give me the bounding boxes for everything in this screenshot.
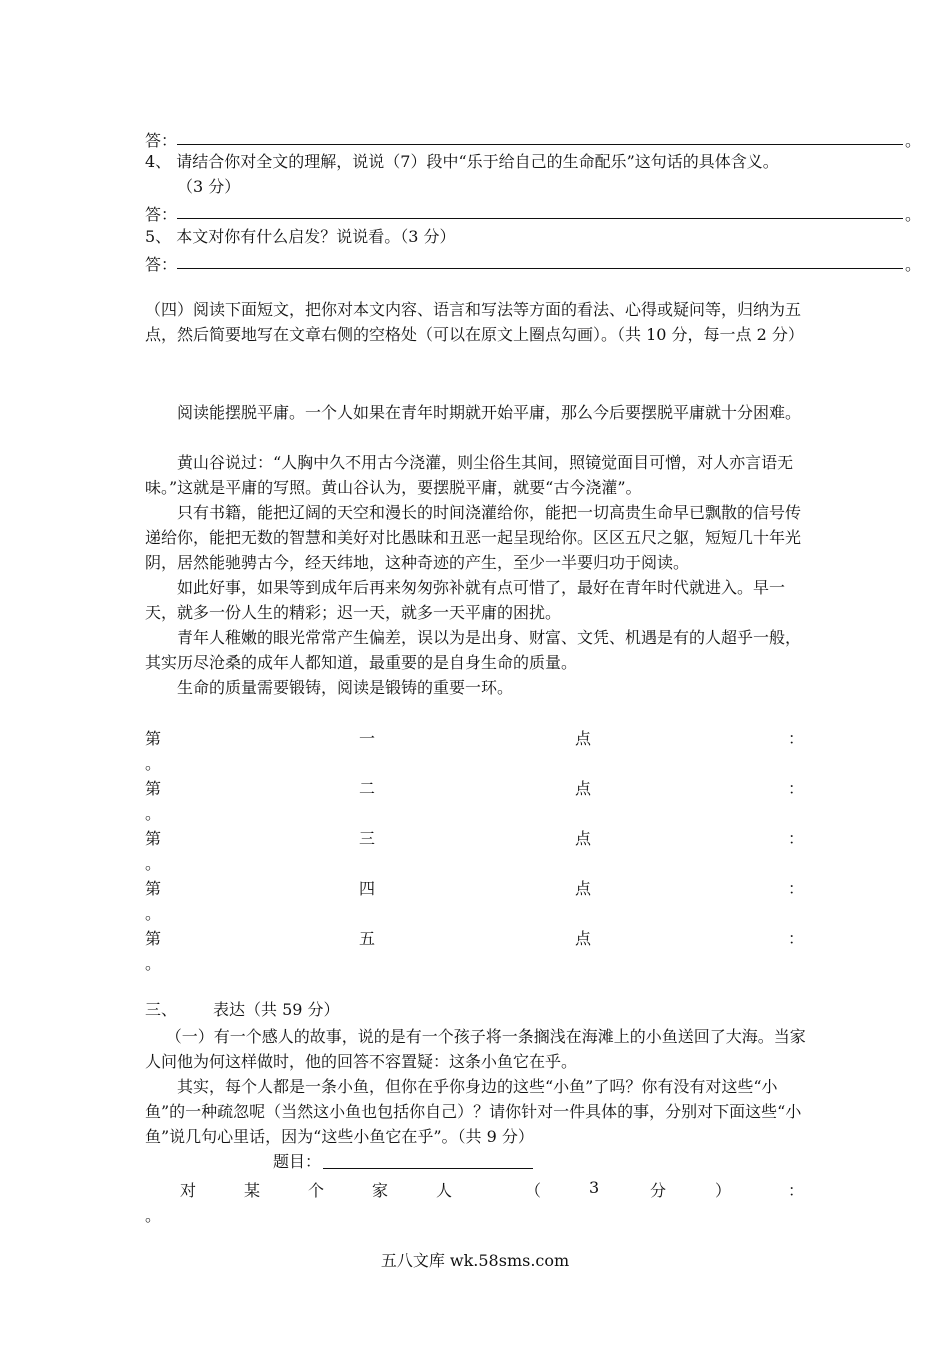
question-5: 5、 本文对你有什么启发？说说看。（3 分） [145,227,456,246]
point-end-5: 。 [145,954,162,973]
answer-period: 。 [905,255,922,274]
point-line-4[interactable]: 第 四 点 ： [145,879,805,898]
answer-line-1[interactable] [145,128,922,150]
passage-paragraph-1: 阅读能摆脱平庸。一个人如果在青年时期就开始平庸，那么今后要摆脱平庸就十分困难。 [177,403,802,422]
answer-period: 。 [905,205,922,224]
answer-line-5[interactable] [145,252,922,274]
passage-paragraph-6: 生命的质量需要锻铸，阅读是锻铸的重要一环。 [177,678,514,697]
answer-blank[interactable] [177,144,903,145]
point-line-1[interactable]: 第 一 点 ： [145,729,805,748]
answer-period: 。 [905,131,922,150]
family-line-end: 。 [145,1206,162,1225]
point-end-2: 。 [145,804,162,823]
point-line-5[interactable]: 第 五 点 ： [145,929,805,948]
passage-paragraph-5: 青年人稚嫩的眼光常常产生偏差，误以为是出身、财富、文凭、机遇是有的人超乎一般，其实历尽沧桑的成年人都知道，最重要的是自身生命的质量。 [145,628,802,672]
point-line-3[interactable]: 第 三 点 ： [145,829,805,848]
answer-blank[interactable] [177,268,903,269]
passage-paragraph-4: 如此好事，如果等到成年后再来匆匆弥补就有点可惜了，最好在青年时代就进入。早一天，就多一份人生的精彩；迟一天，就多一天平庸的困扰。 [145,578,786,622]
section-3-title: 表达（共 59 分） [213,1000,340,1019]
passage-paragraph-2: 黄山谷说过：“人胸中久不用古今浇灌，则尘俗生其间，照镜觉面目可憎，对人亦言语无味。”这就是平庸的写照。黄山谷认为，要摆脱平庸，就要“古今浇灌”。 [145,453,794,497]
answer-blank[interactable] [177,218,903,219]
section-3-paragraph-1: （一）有一个感人的故事，说的是有一个孩子将一条搁浅在海滩上的小鱼送回了大海。当家人问他为何这样做时，他的回答不容置疑：这条小鱼它在乎。 [145,1027,806,1071]
question-4-score: （3 分） [177,177,241,196]
section-3-paragraph-2: 其实，每个人都是一条小鱼，但你在乎你身边的这些“小鱼”了吗？你有没有对这些“小鱼”的一种疏忽呢（当然这小鱼也包括你自己）？请你针对一件具体的事，分别对下面这些“小鱼”说几句心里话，因为“这些小鱼它在乎”。（共 9 分） [145,1077,802,1146]
section-3-number: 三、 [145,1000,178,1019]
answer-label: 答： [145,255,178,274]
question-4: 4、 请结合你对全文的理解，说说（7）段中“乐于给自己的生命配乐”这句话的具体含义。 [145,152,779,171]
passage-paragraph-3: 只有书籍，能把辽阔的天空和漫长的时间浇灌给你，能把一切高贵生命早已飘散的信号传递给你，能把无数的智慧和美好对比愚昧和丑恶一起呈现给你。区区五尺之躯，短短几十年光阴，居然能驰骋古今，经天纬地，这种奇迹的产生，至少一半要归功于阅读。 [145,503,802,572]
point-line-2[interactable]: 第 二 点 ： [145,779,805,798]
point-end-4: 。 [145,904,162,923]
point-end-3: 。 [145,854,162,873]
section-4-instructions: （四）阅读下面短文，把你对本文内容、语言和写法等方面的看法、心得或疑问等，归纳为五点，然后简要地写在文章右侧的空格处（可以在原文上圈点勾画）。（共 10 分，每一点 2 分） [145,300,804,344]
answer-line-4[interactable] [145,202,922,224]
topic-label: 题目： [273,1152,322,1171]
point-end-1: 。 [145,754,162,773]
answer-label: 答： [145,131,178,150]
family-line[interactable]: 对 某 个 家 人 （ 3 分 ） ： [180,1178,805,1200]
topic-input[interactable] [323,1168,533,1169]
footer-watermark: 五八文库 wk.58sms.com [380,1251,570,1270]
answer-label: 答： [145,205,178,224]
